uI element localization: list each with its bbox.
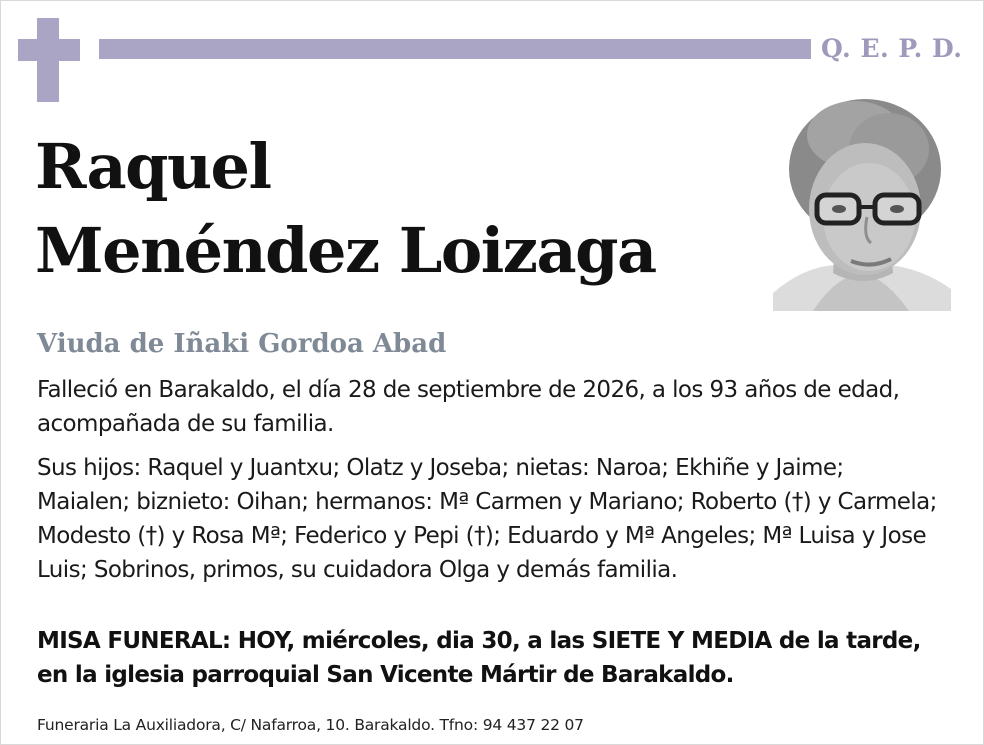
first-name: Raquel bbox=[35, 130, 271, 203]
funeral-home-info: Funeraria La Auxiliadora, C/ Nafarroa, 10. Barakaldo. Tfno: 94 437 22 07 bbox=[37, 716, 584, 734]
widow-of: Viuda de Iñaki Gordoa Abad bbox=[37, 329, 447, 359]
funeral-mass: MISA FUNERAL: HOY, miércoles, dia 30, a las SIETE Y MEDIA de la tarde, en la iglesia parroquial San Vicente Mártir de Barakaldo. bbox=[37, 628, 921, 688]
surnames: Menéndez Loizaga bbox=[35, 214, 656, 287]
portrait-photo bbox=[773, 97, 951, 311]
cross-icon-bar bbox=[18, 39, 80, 61]
family-list: Sus hijos: Raquel y Juantxu; Olatz y Joseba; nietas: Naroa; Ekhiñe y Jaime; Maialen; biznieto: Oihan; hermanos: Mª Carmen y Mariano; Roberto (†) y Carmela; Modesto (†) y Rosa Mª; Federico y Pepi (†); Eduardo y Mª Angeles; Mª Luisa y Jose Luis; Sobrinos, primos, su cuidadora Olga y demás familia. bbox=[37, 455, 937, 583]
deceased-name bbox=[35, 125, 656, 293]
death-notice: Falleció en Barakaldo, el día 28 de septiembre de 2026, a los 93 años de edad, acompañada de su familia. bbox=[37, 377, 900, 437]
qepd-label: Q. E. P. D. bbox=[821, 34, 963, 63]
header-rule bbox=[99, 39, 811, 59]
